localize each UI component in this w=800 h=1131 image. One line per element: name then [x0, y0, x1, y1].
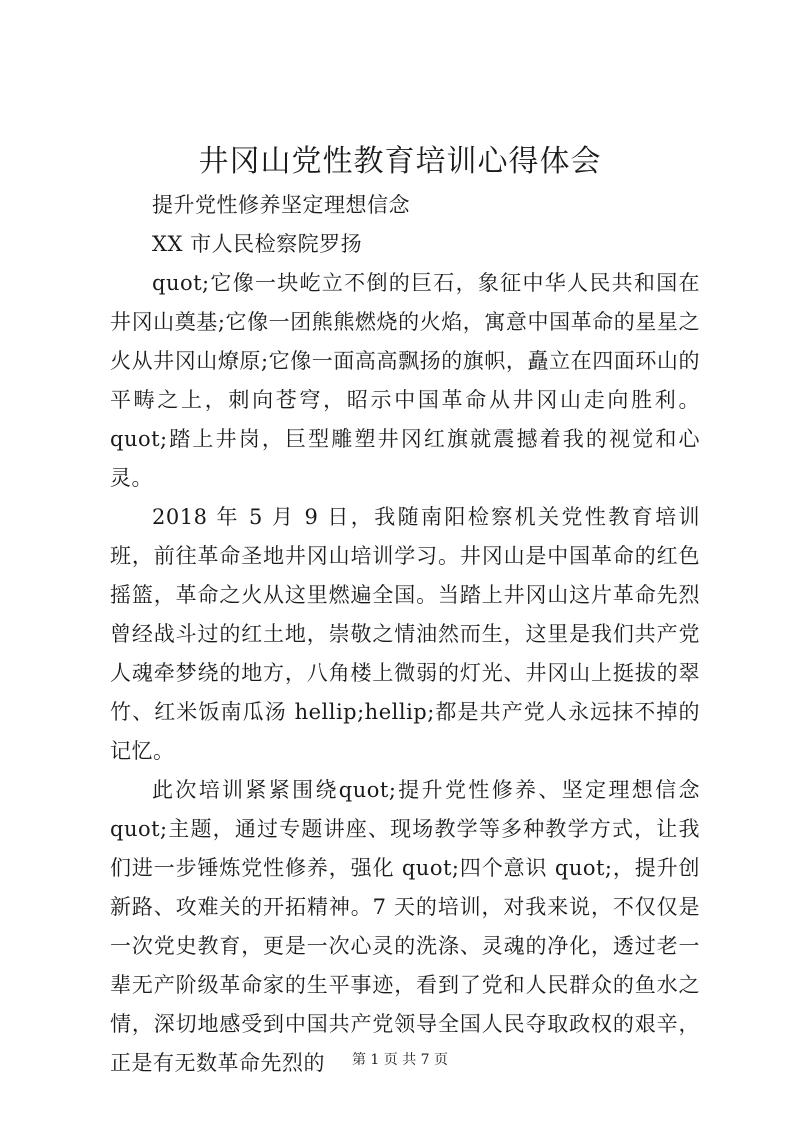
document-title: 井冈山党性教育培训心得体会	[198, 144, 602, 179]
document-author: XX 市人民检察院罗扬	[152, 232, 363, 256]
document-body	[110, 186, 700, 1083]
paragraph-2: 2018 年 5 月 9 日，我随南阳检察机关党性教育培训班，前往革命圣地井冈山培训学习。井冈山是中国革命的红色摇篮，革命之火从这里燃遍全国。当踏上井冈山这片革命先烈曾经战斗过的红土地，崇敬之情油然而生，这里是我们共产党人魂牵梦绕的地方，八角楼上微弱的灯光、井冈山上挺拔的翠竹、红米饭南瓜汤 hellip;hellip;都是共产党人永远抹不掉的记忆。	[110, 505, 700, 763]
paragraph-3: 此次培训紧紧围绕quot;提升党性修养、坚定理想信念quot;主题，通过专题讲座、现场教学等多种教学方式，让我们进一步锤炼党性修养，强化 quot;四个意识 quot;，提升创新路、攻难关的开拓精神。7 天的培训，对我来说，不仅仅是一次党史教育，更是一次心灵的洗涤、灵魂的净化，透过老一辈无产阶级革命家的生平事迹，看到了党和人民群众的鱼水之情，深切地感受到中国共产党领导全国人民夺取政权的艰辛，正是有无数革命先烈的	[110, 778, 700, 1075]
paragraph-1: quot;它像一块屹立不倒的巨石，象征中华人民共和国在井冈山奠基;它像一团熊熊燃烧的火焰，寓意中国革命的星星之火从井冈山燎原;它像一面高高飘扬的旗帜，矗立在四面环山的平畴之上，刺向苍穹，昭示中国革命从井冈山走向胜利。quot;踏上井岗，巨型雕塑井冈红旗就震撼着我的视觉和心灵。	[110, 271, 700, 490]
page-footer: 第 1 页 共 7 页	[351, 1052, 449, 1068]
document-subtitle: 提升党性修养坚定理想信念	[152, 193, 410, 217]
